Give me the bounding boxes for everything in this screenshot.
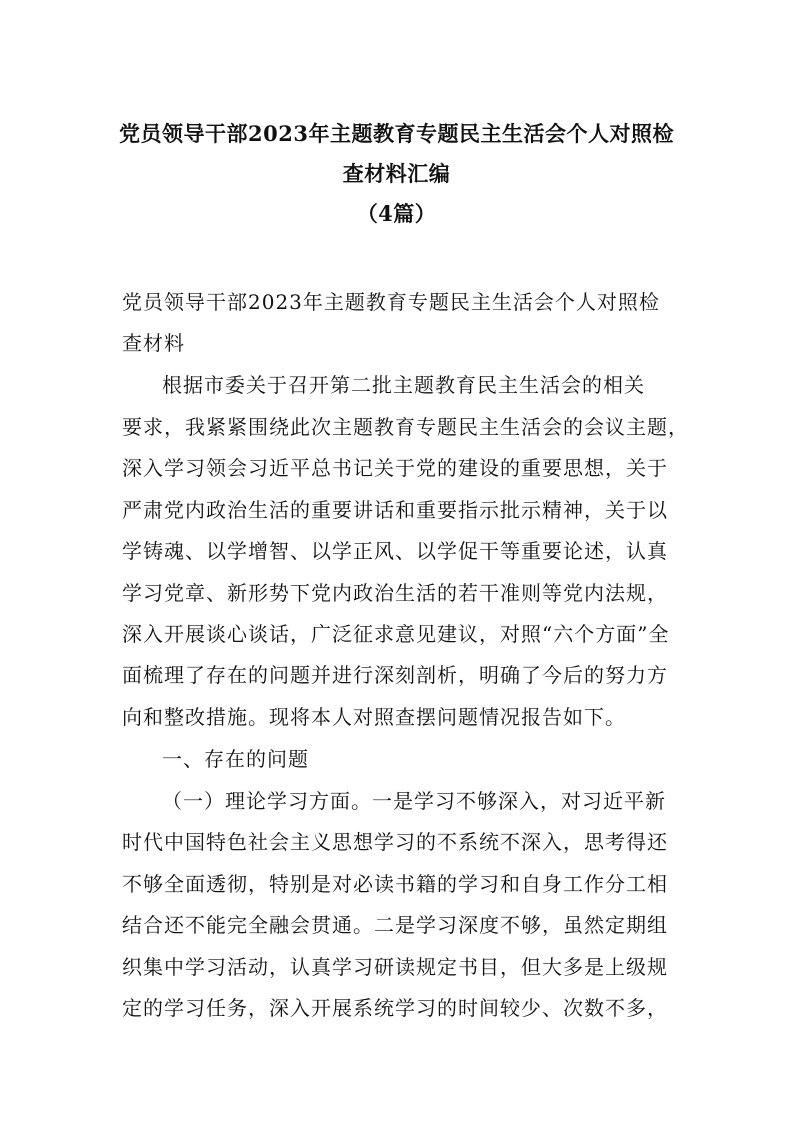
document-title-line-1: 党员领导干部2023年主题教育专题民主生活会个人对照检 <box>119 121 674 146</box>
paragraph-line-9: 向和整改措施。现将本人对照查摆问题情况报告如下。 <box>122 705 626 729</box>
paragraph-line-11: 时代中国特色社会主义思想学习的不系统不深入，思考得还 <box>122 830 668 854</box>
paragraph-line-10: （一）理论学习方面。一是学习不够深入，对习近平新 <box>162 789 666 813</box>
paragraph-line-6: 学习党章、新形势下党内政治生活的若干准则等党内法规， <box>122 581 668 605</box>
subheading-line-1: 党员领导干部2023年主题教育专题民主生活会个人对照检 <box>122 290 660 314</box>
paragraph-line-12: 不够全面透彻，特别是对必读书籍的学习和自身工作分工相 <box>122 872 668 896</box>
document-title-count: （4篇） <box>356 201 437 226</box>
document-title-line-2: 查材料汇编 <box>342 161 451 186</box>
paragraph-line-7: 深入开展谈心谈话，广泛征求意见建议，对照“六个方面”全 <box>122 622 670 646</box>
paragraph-line-4: 严肃党内政治生活的重要讲话和重要指示批示精神，关于以 <box>122 498 668 522</box>
paragraph-line-15: 定的学习任务，深入开展系统学习的时间较少、次数不多， <box>122 996 668 1020</box>
section-heading-issues: 一、存在的问题 <box>162 747 309 771</box>
paragraph-line-5: 学铸魂、以学增智、以学正风、以学促干等重要论述，认真 <box>122 539 668 563</box>
paragraph-line-3: 深入学习领会习近平总书记关于党的建设的重要思想，关于 <box>122 456 668 480</box>
paragraph-line-8: 面梳理了存在的问题并进行深刻剖析，明确了今后的努力方 <box>122 663 668 687</box>
paragraph-line-1: 根据市委关于召开第二批主题教育民主生活会的相关 <box>162 373 645 397</box>
paragraph-line-2: 要求，我紧紧围绕此次主题教育专题民主生活会的会议主题， <box>122 415 689 439</box>
subheading-line-2: 查材料 <box>122 331 185 355</box>
paragraph-line-13: 结合还不能完全融会贯通。二是学习深度不够，虽然定期组 <box>122 913 668 937</box>
paragraph-line-14: 织集中学习活动，认真学习研读规定书目，但大多是上级规 <box>122 955 668 979</box>
